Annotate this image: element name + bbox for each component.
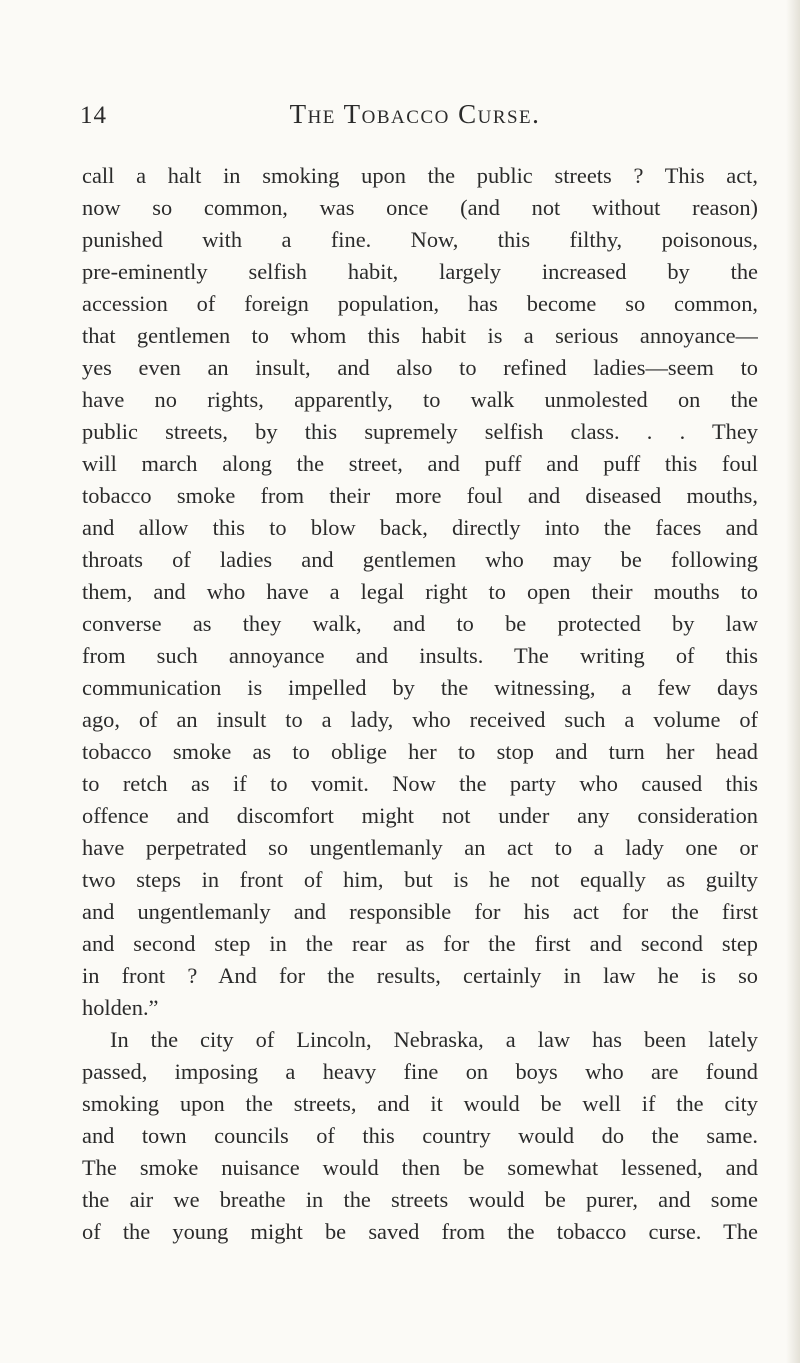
running-head: The Tobacco Curse. — [289, 99, 541, 129]
page-edge-shadow — [786, 0, 800, 1363]
text-line: and town councils of this country would do the same. — [82, 1123, 758, 1148]
text-line: yes even an insult, and also to refined ladies—seem to — [82, 355, 758, 380]
text-line: holden.” — [82, 995, 159, 1020]
text-line: of the young might be saved from the tobacco curse. The — [82, 1219, 758, 1244]
text-line: have perpetrated so ungentlemanly an act to a lady one or — [82, 835, 758, 860]
text-line: the air we breathe in the streets would be purer, and some — [82, 1187, 758, 1212]
text-line: have no rights, apparently, to walk unmolested on the — [82, 387, 758, 412]
text-line: ago, of an insult to a lady, who received such a volume of — [82, 707, 758, 732]
text-line: to retch as if to vomit. Now the party who caused this — [82, 771, 758, 796]
text-line: punished with a fine. Now, this filthy, poisonous, — [82, 227, 758, 252]
text-line: public streets, by this supremely selfish class. . . They — [82, 419, 758, 444]
text-line: The smoke nuisance would then be somewhat lessened, and — [82, 1155, 758, 1180]
text-line: them, and who have a legal right to open their mouths to — [82, 579, 758, 604]
text-line: tobacco smoke from their more foul and diseased mouths, — [82, 483, 758, 508]
text-line: two steps in front of him, but is he not equally as guilty — [82, 867, 758, 892]
text-line: that gentlemen to whom this habit is a serious annoyance— — [82, 323, 758, 348]
text-line: and ungentlemanly and responsible for his act for the first — [82, 899, 758, 924]
text-line: In the city of Lincoln, Nebraska, a law has been lately — [110, 1027, 758, 1052]
body-text — [82, 160, 758, 1248]
text-line: communication is impelled by the witnessing, a few days — [82, 675, 758, 700]
text-line: passed, imposing a heavy fine on boys who are found — [82, 1059, 758, 1084]
text-line: tobacco smoke as to oblige her to stop and turn her head — [82, 739, 758, 764]
text-line: pre-eminently selfish habit, largely increased by the — [82, 259, 758, 284]
text-line: from such annoyance and insults. The writing of this — [82, 643, 758, 668]
text-line: and second step in the rear as for the first and second step — [82, 931, 758, 956]
text-line: will march along the street, and puff and puff this foul — [82, 451, 758, 476]
text-line: call a halt in smoking upon the public streets ? This act, — [82, 163, 758, 188]
text-line: accession of foreign population, has become so common, — [82, 291, 758, 316]
text-line: converse as they walk, and to be protected by law — [82, 611, 758, 636]
text-line: and allow this to blow back, directly into the faces and — [82, 515, 758, 540]
text-line: now so common, was once (and not without reason) — [82, 195, 758, 220]
text-line: in front ? And for the results, certainly in law he is so — [82, 963, 758, 988]
text-line: throats of ladies and gentlemen who may be following — [82, 547, 758, 572]
page-number: 14 — [80, 102, 107, 129]
text-line: offence and discomfort might not under any consideration — [82, 803, 758, 828]
text-line: smoking upon the streets, and it would be well if the city — [82, 1091, 758, 1116]
